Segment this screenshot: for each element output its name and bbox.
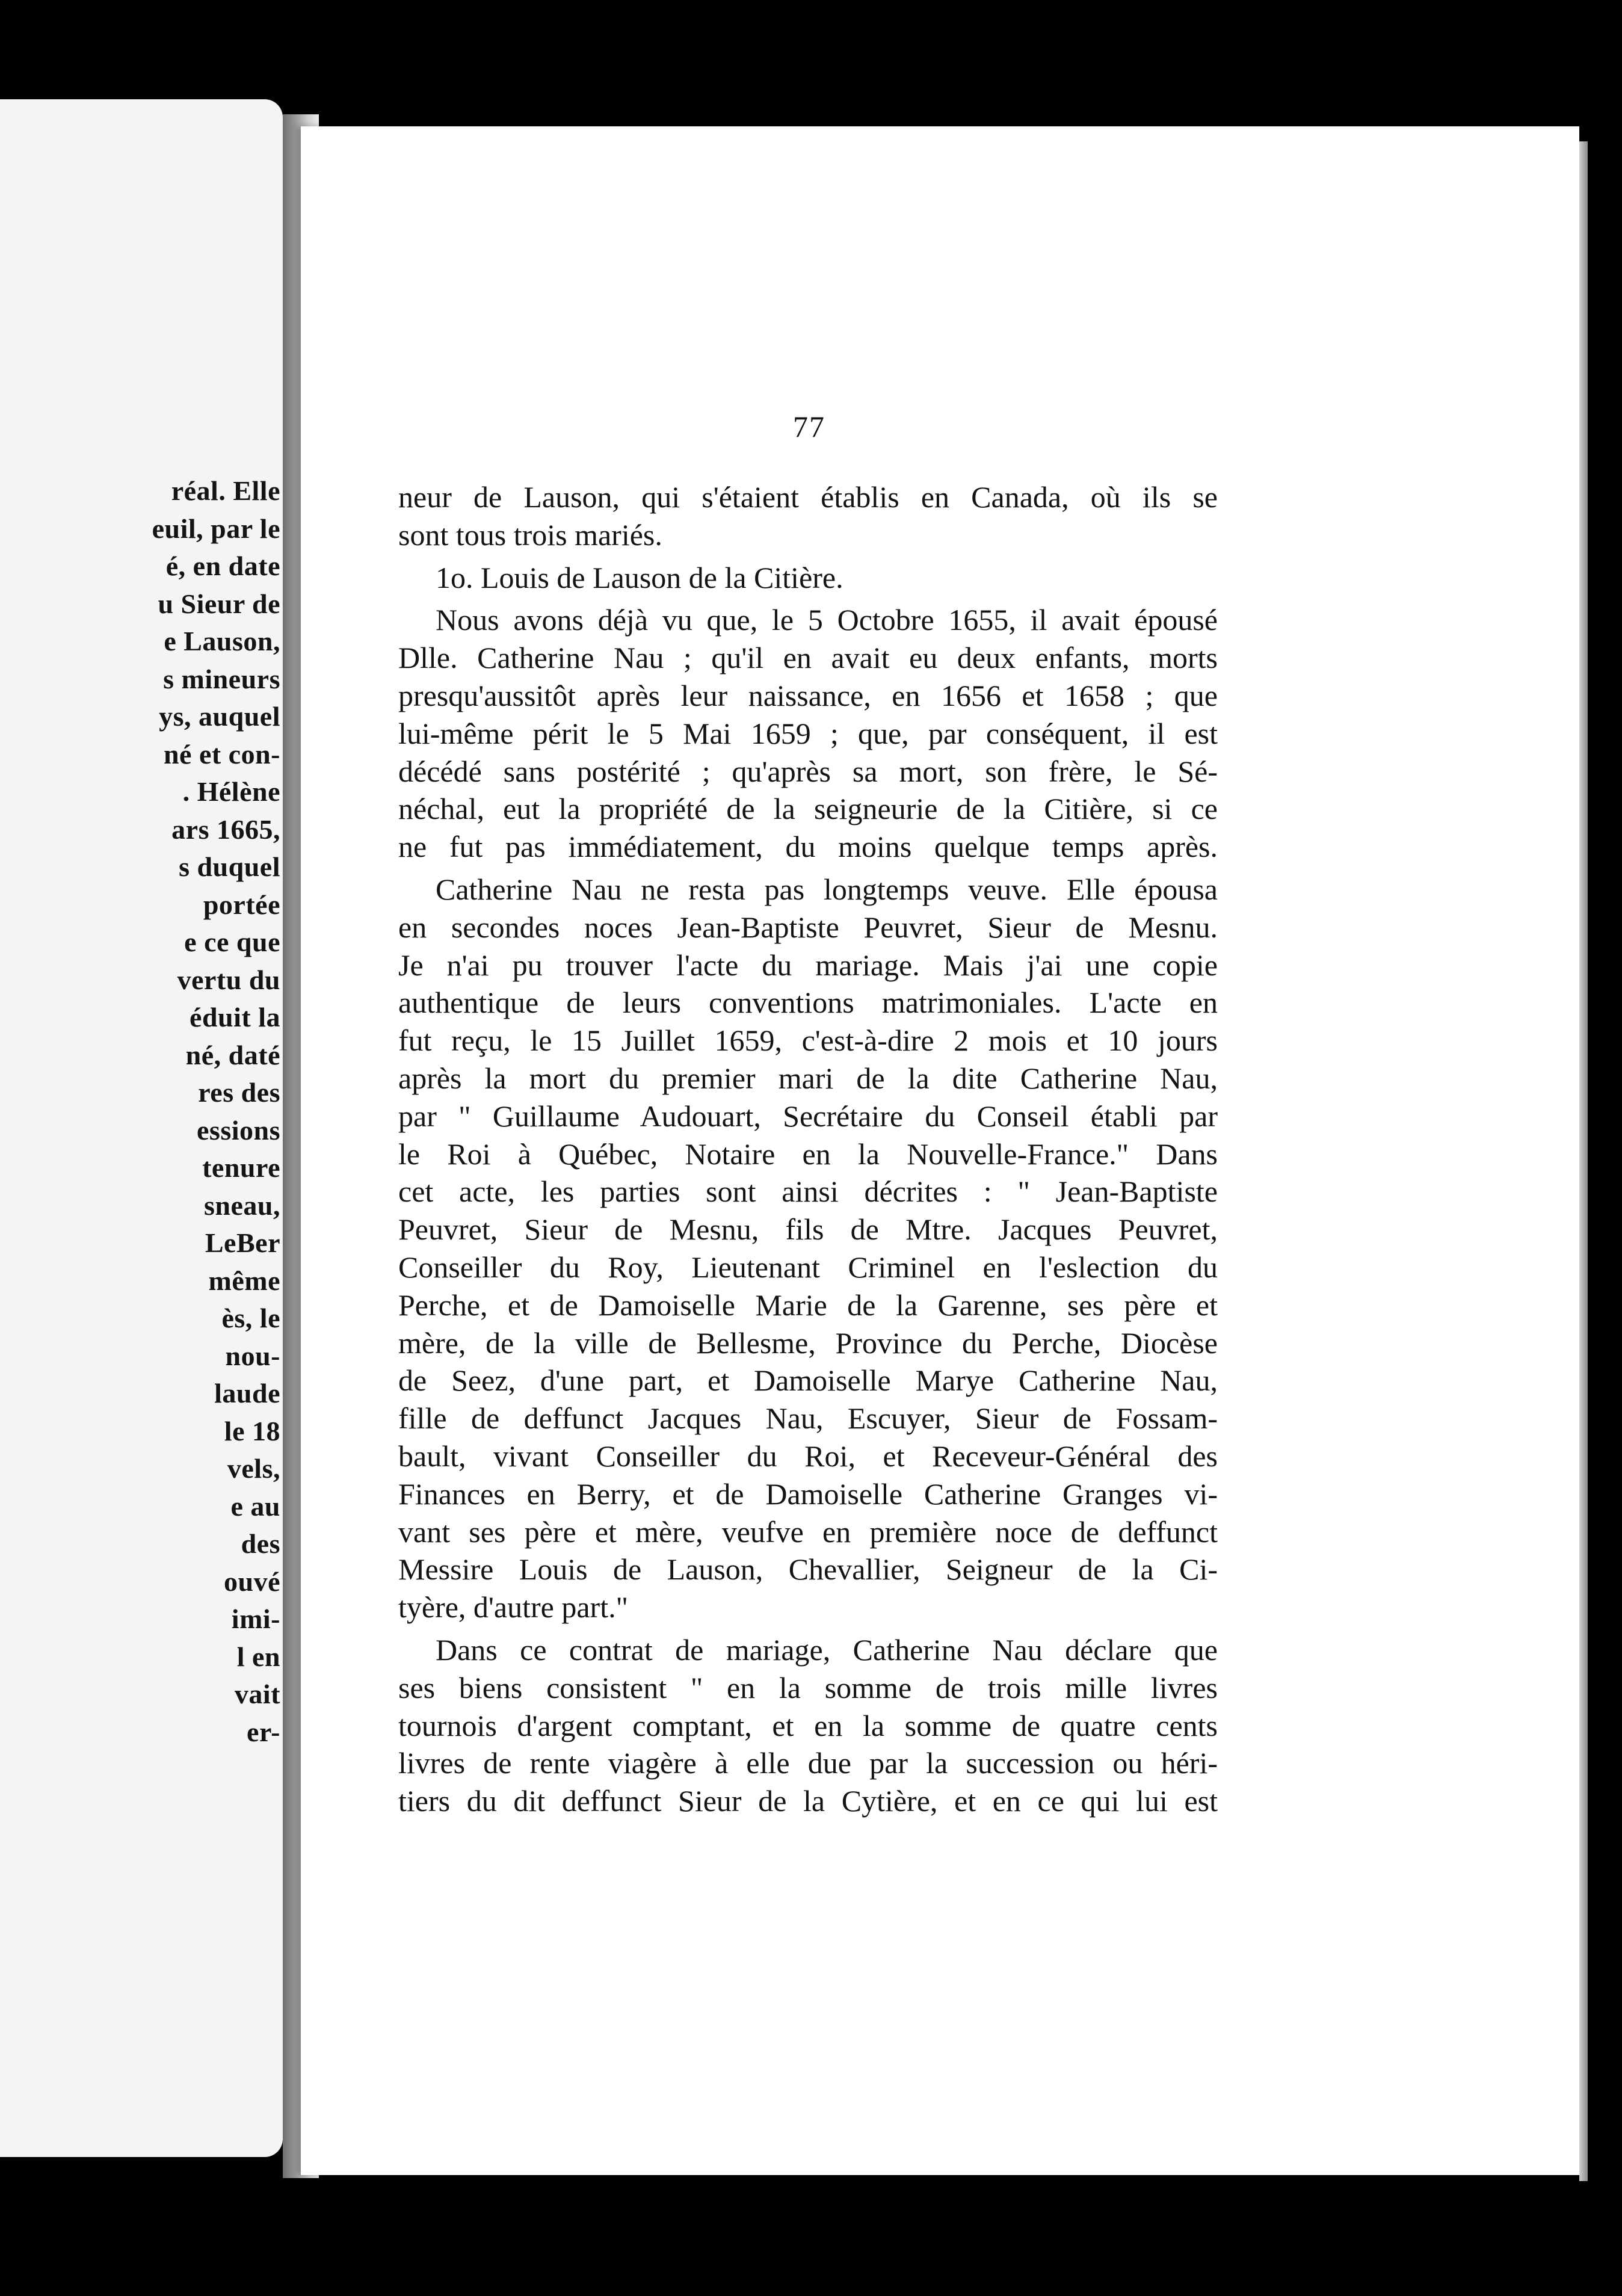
previous-page-line: s duquel — [179, 851, 280, 882]
previous-page-line: essions — [197, 1114, 280, 1146]
text-line: 1o. Louis de Lauson de la Citière. — [436, 560, 843, 594]
previous-page-line: éduit la — [190, 1002, 280, 1032]
text-line: en secondes noces Jean-Baptiste Peuvret, Sieur de Mesnu. — [398, 910, 1218, 944]
previous-page-fragment — [0, 99, 283, 2157]
previous-page-line: laude — [214, 1378, 280, 1409]
previous-page-line: tenure — [202, 1152, 280, 1183]
text-line: ses biens consistent " en la somme de trois mille livres — [398, 1670, 1218, 1705]
page-number: 77 — [793, 410, 825, 443]
previous-page-line: vertu du — [177, 964, 280, 995]
text-line: Dlle. Catherine Nau ; qu'il en avait eu deux enfants, morts — [398, 641, 1218, 675]
previous-page-line: né et con- — [163, 738, 280, 770]
text-line: authentique de leurs conventions matrimoniales. L'acte en — [398, 986, 1218, 1020]
previous-page-line: portée — [203, 889, 280, 920]
text-line: livres de rente viagère à elle due par la succession ou héri- — [398, 1746, 1218, 1780]
previous-page-line: même — [208, 1265, 280, 1296]
previous-page-line: ars 1665, — [171, 813, 280, 845]
previous-page-line: LeBer — [205, 1227, 280, 1258]
text-line: le Roi à Québec, Notaire en la Nouvelle-France." Dans — [398, 1137, 1218, 1171]
previous-page-line: e ce que — [184, 927, 280, 957]
previous-page-line: u Sieur de — [158, 588, 280, 619]
previous-page-line: vait — [234, 1679, 280, 1709]
previous-page-line: euil, par le — [152, 513, 280, 544]
text-line: tournois d'argent comptant, et en la somme de quatre cents — [398, 1708, 1218, 1742]
previous-page-line: imi- — [231, 1603, 280, 1634]
previous-page-line: e au — [230, 1490, 280, 1522]
text-line: Peuvret, Sieur de Mesnu, fils de Mtre. Jacques Peuvret, — [398, 1212, 1218, 1247]
text-line: Messire Louis de Lauson, Chevallier, Seigneur de la Ci- — [398, 1552, 1218, 1587]
previous-page-line: ès, le — [221, 1303, 280, 1333]
previous-page-line: é, en date — [165, 551, 280, 581]
previous-page-line: ouvé — [224, 1566, 280, 1597]
page-body-text — [398, 478, 1218, 1820]
text-line: Catherine Nau ne resta pas longtemps veuve. Elle épousa — [436, 872, 1218, 906]
text-line: fut reçu, le 15 Juillet 1659, c'est-à-dire 2 mois et 10 jours — [398, 1023, 1218, 1058]
previous-page-line: des — [241, 1528, 280, 1559]
text-line: Conseiller du Roy, Lieutenant Criminel en l'eslection du — [398, 1250, 1218, 1284]
previous-page-line: . Hélène — [182, 776, 280, 807]
text-line: Nous avons déjà vu que, le 5 Octobre 1655, il avait épousé — [436, 603, 1218, 637]
text-line: sont tous trois mariés. — [398, 517, 662, 552]
previous-page-line: vels, — [227, 1453, 280, 1484]
previous-page-line: sneau, — [204, 1190, 280, 1221]
text-line: Perche, et de Damoiselle Marie de la Garenne, ses père et — [398, 1288, 1218, 1322]
previous-page-line: l en — [236, 1641, 280, 1672]
text-line: cet acte, les parties sont ainsi décrites : " Jean-Baptiste — [398, 1174, 1218, 1209]
text-line: par " Guillaume Audouart, Secrétaire du Conseil établi par — [398, 1099, 1218, 1133]
previous-page-text — [152, 472, 280, 1759]
text-line: fille de deffunct Jacques Nau, Escuyer, Sieur de Fossam- — [398, 1401, 1218, 1436]
text-line: de Seez, d'une part, et Damoiselle Marye Catherine Nau, — [398, 1363, 1218, 1398]
text-line: bault, vivant Conseiller du Roi, et Receveur-Général des — [398, 1439, 1218, 1473]
previous-page-line: né, daté — [185, 1039, 280, 1070]
previous-page-line: ys, auquel — [159, 701, 280, 732]
previous-page-line: le 18 — [224, 1415, 280, 1446]
previous-page-line: nou- — [225, 1340, 280, 1371]
text-line: mère, de la ville de Bellesme, Province du Perche, Diocèse — [398, 1325, 1218, 1360]
text-line: vant ses père et mère, veufve en première noce de deffunct — [398, 1514, 1218, 1549]
text-line: néchal, eut la propriété de la seigneurie de la Citière, si ce — [398, 792, 1218, 826]
text-line: après la mort du premier mari de la dite Catherine Nau, — [398, 1061, 1218, 1095]
text-line: ne fut pas immédiatement, du moins quelque temps après. — [398, 830, 1218, 864]
text-line: lui-même périt le 5 Mai 1659 ; que, par conséquent, il est — [398, 716, 1218, 750]
text-line: tiers du dit deffunct Sieur de la Cytière, et en ce qui lui est — [398, 1784, 1218, 1818]
previous-page-line: er- — [247, 1716, 280, 1747]
text-line: Dans ce contrat de mariage, Catherine Nau déclare que — [436, 1632, 1218, 1667]
previous-page-line: s mineurs — [163, 663, 280, 694]
text-line: décédé sans postérité ; qu'après sa mort, son frère, le Sé- — [398, 754, 1218, 788]
text-line: Finances en Berry, et de Damoiselle Catherine Granges vi- — [398, 1477, 1218, 1511]
previous-page-line: e Lauson, — [164, 626, 280, 656]
text-line: Je n'ai pu trouver l'acte du mariage. Mais j'ai une copie — [398, 948, 1218, 982]
page-edge — [1579, 141, 1588, 2181]
previous-page-line: res des — [198, 1077, 280, 1108]
previous-page-line: réal. Elle — [171, 475, 280, 506]
text-line: tyère, d'autre part." — [398, 1590, 629, 1625]
text-line: presqu'aussitôt après leur naissance, en 1656 et 1658 ; que — [398, 678, 1218, 712]
text-line: neur de Lauson, qui s'étaient établis en Canada, où ils se — [398, 480, 1218, 514]
